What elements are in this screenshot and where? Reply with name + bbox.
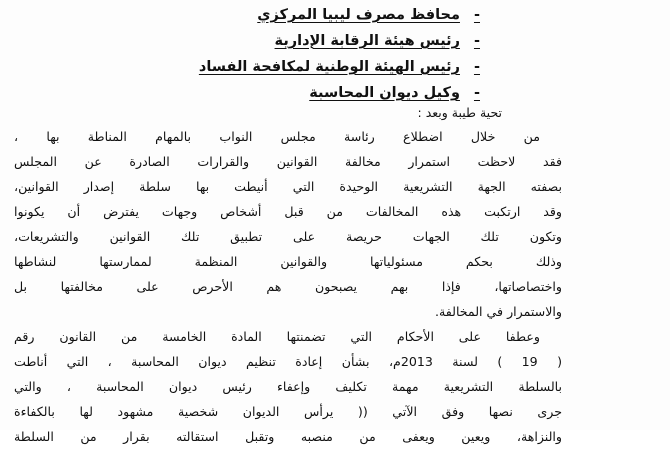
body-line: وعطفا على الأحكام التي تضمنتها المادة الخامسة من القانون رقم (14, 329, 540, 344)
recipient-text: رئيس هيئة الرقابة الإدارية (274, 33, 460, 49)
recipient-item (257, 2, 480, 28)
list-dash: - (473, 59, 480, 75)
list-dash: - (473, 33, 480, 49)
recipient-item (260, 28, 480, 54)
recipients-list (198, 2, 480, 106)
body-line: جرى نصها وفق الآتي (( يرأس الديوان شخصية مشهود لها بالكفاءة (14, 404, 562, 419)
recipient-item (198, 54, 480, 80)
body-line: من خلال اضطلاع رئاسة مجلس النواب بالمهام المناطة بها ، (14, 129, 540, 144)
body-line: واختصاصاتها، فإذا بهم يصبحون هم الأحرص على مخالفتها بل (14, 279, 562, 294)
recipient-text: محافظ مصرف ليبيا المركزي (257, 7, 460, 23)
body-line: فقد لاحظت استمرار مخالفة القوانين والقرارات الصادرة عن المجلس (14, 154, 562, 169)
body-line: وذلك بحكم مسئولياتها والقوانين المنظمة لممارستها لنشاطها (14, 254, 562, 269)
body-line: وتكون تلك الجهات حريصة على تطبيق تلك القوانين والتشريعات، (14, 229, 562, 244)
recipient-item (260, 80, 480, 106)
recipient-text: وكيل ديوان المحاسبة (309, 85, 460, 101)
letter-body (14, 124, 562, 449)
body-line: والنزاهة، ويعين ويعفى من منصبه وتقبل استقالته بقرار من السلطة (14, 429, 562, 444)
list-dash: - (473, 7, 480, 23)
body-line: ( 19 ) لسنة 2013م، بشأن إعادة تنظيم ديوان المحاسبة ، التي أناطت (14, 354, 562, 369)
body-line: بصفته الجهة التشريعية الوحيدة التي أنيطت بها سلطة إصدار القوانين، (14, 179, 562, 194)
body-line: وقد ارتكبت هذه المخالفات من قبل أشخاص وجهات يفترض أن يكونوا (14, 204, 562, 219)
greeting: تحية طيبة وبعد : (417, 105, 502, 120)
body-line: بالسلطة التشريعية مهمة تكليف وإعفاء رئيس ديوان المحاسبة ، والتي (14, 379, 562, 394)
recipient-text: رئيس الهيئة الوطنية لمكافحة الفساد (198, 59, 460, 75)
list-dash: - (473, 85, 480, 101)
body-line: والاستمرار في المخالفة. (435, 304, 562, 319)
